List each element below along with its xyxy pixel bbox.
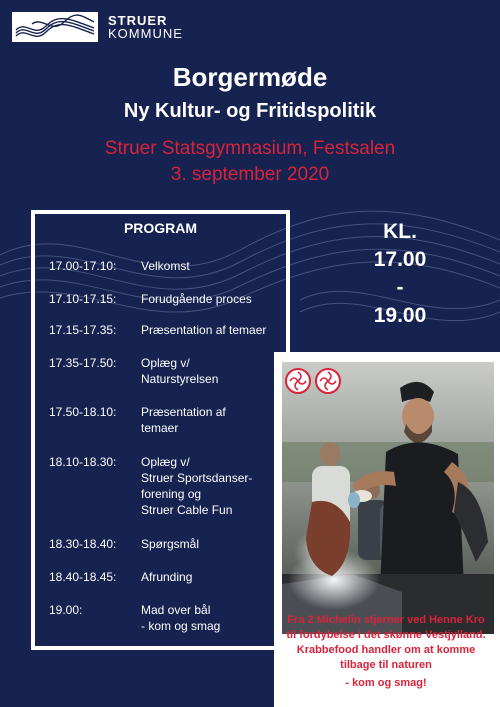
program-box: [31, 210, 290, 650]
michelin-stars-icon: [282, 364, 346, 398]
program-heading: PROGRAM: [123, 220, 198, 236]
logo-line-2: KOMMUNE: [108, 26, 183, 41]
logo-wave-icon: [12, 12, 98, 42]
program-activity: Forudgående proces: [141, 292, 252, 306]
program-time: 17.10-17.15:: [49, 292, 117, 306]
program-activity: Præsentation af temaer: [141, 405, 226, 435]
logo-line-1: STRUER: [108, 13, 168, 28]
page-subtitle: Ny Kultur- og Fritidspolitik: [123, 100, 377, 122]
promo-line: tilbage til naturen: [340, 659, 432, 671]
program-activity: Præsentation af temaer: [141, 323, 267, 337]
program-time: 17.50-18.10:: [49, 405, 117, 419]
time-start: 17.00: [373, 248, 427, 271]
program-activity: Afrunding: [141, 570, 193, 584]
program-activity: Spørgsmål: [141, 537, 200, 551]
chef-photo: [282, 362, 494, 634]
program-time: 18.40-18.45:: [49, 570, 117, 584]
program-time: 17.15-17.35:: [49, 323, 117, 337]
time-label: KL.: [383, 220, 417, 243]
promo-line: - kom og smag!: [345, 677, 427, 689]
struer-kommune-logo: [12, 12, 190, 42]
time-end: 19.00: [373, 304, 427, 327]
promo-line: Krabbefood handler om at komme: [296, 644, 476, 656]
promo-line: til fordybelse i det skønne Vestjylland.: [286, 629, 486, 641]
program-activity: Oplæg v/ Naturstyrelsen: [141, 356, 219, 386]
program-time: 19.00:: [49, 603, 83, 617]
time-dash: -: [396, 276, 404, 299]
program-activity: Velkomst: [141, 259, 190, 273]
program-time: 18.10-18.30:: [49, 455, 117, 469]
logo-text: [108, 14, 183, 40]
program-time: 17.35-17.50:: [49, 356, 117, 370]
venue-text: Struer Statsgymnasium, Festsalen: [104, 138, 396, 159]
program-time: 17.00-17.10:: [49, 259, 117, 273]
program-time: 18.30-18.40:: [49, 537, 117, 551]
date-text: 3. september 2020: [170, 164, 330, 185]
page-title: Borgermøde: [172, 62, 328, 92]
program-activity: Oplæg v/ Struer Sportsdanser- forening og Struer Cable Fun: [141, 455, 253, 517]
promo-line: Fra 2 Michelin stjerner ved Henne Kro: [287, 614, 485, 626]
program-activity: Mad over bål - kom og smag: [141, 603, 221, 633]
